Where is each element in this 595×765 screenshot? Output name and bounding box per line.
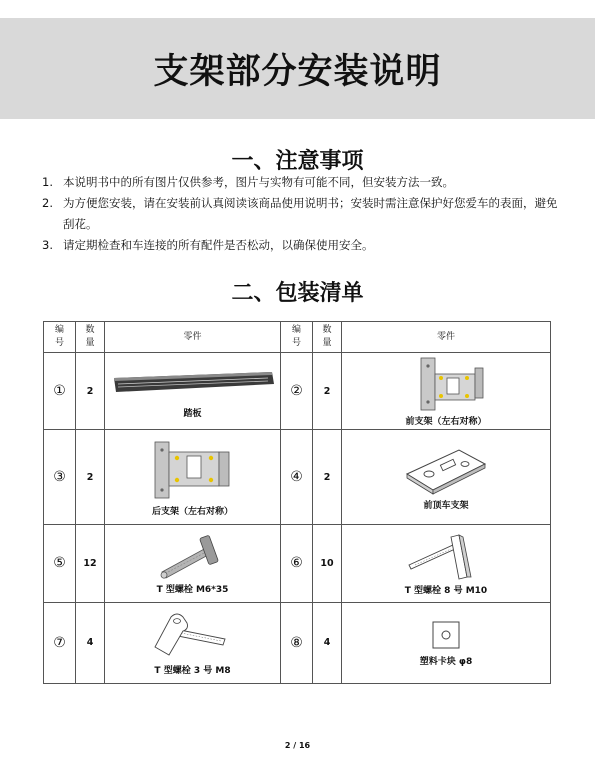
- plastic-clip-icon: [429, 618, 463, 652]
- table-row: [44, 430, 551, 524]
- part-name: 塑料卡块 φ8: [419, 657, 473, 668]
- part-cell: [342, 353, 551, 430]
- part-cell: [342, 524, 551, 602]
- part-index: ⑤: [44, 524, 76, 602]
- part-index: ②: [281, 353, 313, 430]
- part-cell: [105, 353, 281, 430]
- part-name: T 型螺栓 3 号 M8: [154, 666, 231, 677]
- header-index: 编 号: [44, 322, 76, 353]
- header-index: 编 号: [281, 322, 313, 353]
- note-item: [42, 172, 562, 193]
- part-qty: 2: [313, 430, 342, 524]
- part-qty: 2: [76, 430, 105, 524]
- part-cell: [342, 602, 551, 683]
- part-cell: [105, 430, 281, 524]
- part-index: ⑦: [44, 602, 76, 683]
- page-number: 2 / 16: [284, 741, 311, 750]
- part-index: ①: [44, 353, 76, 430]
- note-text: 为方便您安装，请在安装前认真阅读该商品使用说明书；安装时需注意保护好您爱车的表面，避免刮花。: [63, 196, 558, 231]
- table-row: [44, 602, 551, 683]
- note-text: 本说明书中的所有图片仅供参考，图片与实物有可能不同，但安装方法一致。: [63, 175, 454, 189]
- packing-section-title: 二、包装清单: [231, 281, 364, 306]
- part-index: ⑥: [281, 524, 313, 602]
- part-qty: 4: [76, 602, 105, 683]
- t-bolt-3-icon: [145, 609, 241, 661]
- part-qty: 4: [313, 602, 342, 683]
- part-name: 后支架（左右对称）: [151, 506, 233, 517]
- title-banner: [0, 18, 595, 119]
- packing-list-table: [43, 321, 551, 684]
- front-jack-bracket-icon: [401, 444, 491, 496]
- part-index: ④: [281, 430, 313, 524]
- notes-section-title: 一、注意事项: [231, 149, 364, 174]
- header-qty: 数 量: [313, 322, 342, 353]
- note-item: [42, 193, 562, 235]
- note-item: [42, 235, 562, 256]
- part-name: 踏板: [183, 408, 202, 419]
- part-index: ⑧: [281, 602, 313, 683]
- front-bracket-icon: [401, 356, 491, 412]
- t-bolt-8-icon: [401, 531, 491, 581]
- note-number: 2.: [42, 196, 53, 210]
- notes-list: [42, 172, 562, 256]
- running-board-icon: [108, 364, 278, 404]
- part-name: 前支架（左右对称）: [405, 416, 487, 427]
- part-cell: [105, 524, 281, 602]
- part-index: ③: [44, 430, 76, 524]
- part-cell: [342, 430, 551, 524]
- table-row: [44, 353, 551, 430]
- part-name: 前顶车支架: [423, 500, 469, 511]
- page-title: 支架部分安装说明: [153, 51, 442, 92]
- header-part: 零件: [342, 322, 551, 353]
- rear-bracket-icon: [143, 438, 243, 502]
- t-bolt-icon: [148, 532, 238, 580]
- part-cell: [105, 602, 281, 683]
- note-number: 1.: [42, 175, 53, 189]
- header-part: 零件: [105, 322, 281, 353]
- part-qty: 2: [313, 353, 342, 430]
- part-qty: 12: [76, 524, 105, 602]
- note-number: 3.: [42, 238, 53, 252]
- part-qty: 10: [313, 524, 342, 602]
- table-header-row: [44, 322, 551, 353]
- table-row: [44, 524, 551, 602]
- header-qty: 数 量: [76, 322, 105, 353]
- part-name: T 型螺栓 M6*35: [156, 584, 229, 595]
- part-qty: 2: [76, 353, 105, 430]
- part-name: T 型螺栓 8 号 M10: [404, 585, 488, 596]
- note-text: 请定期检查和车连接的所有配件是否松动，以确保使用安全。: [63, 238, 374, 252]
